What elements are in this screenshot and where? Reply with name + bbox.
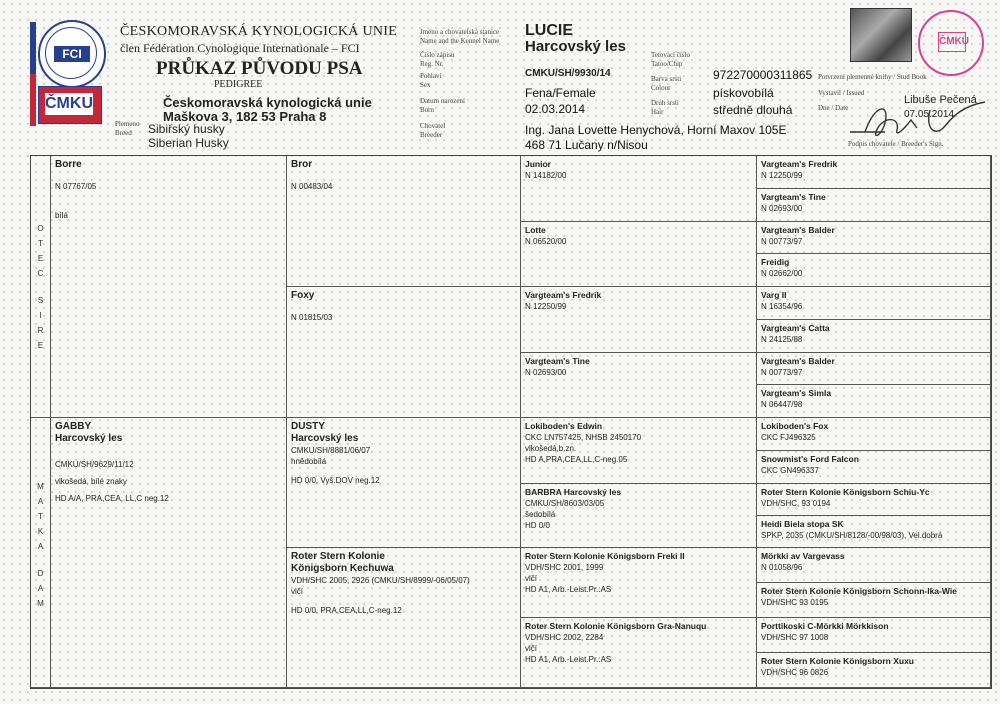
dam-sire-cell: DUSTY Harcovský les CMKU/SH/8881/06/07 hnědobílá HD 0/0, Vyš.DOV neg.12: [287, 418, 521, 548]
issue-date: 07.05.2014: [904, 109, 955, 120]
studbook-label: Potvrzení plemenné knihy / Stud Book: [818, 73, 927, 81]
gen4-cell: Varg II N 16354/96: [757, 287, 991, 320]
gen3-cell: Junior N 14182/00: [521, 156, 757, 222]
cmku-logo-text: ČMKU: [45, 93, 93, 115]
gen4-cell: Vargteam's Simla N 06447/98: [757, 385, 991, 418]
hologram-sticker: [850, 8, 912, 62]
gen3-cell: Lokiboden's Edwin CKC LN757425, NHSB 2450170 vlkošedá,b.zn. HD A,PRA,CEA,LL,C-neg.05: [521, 418, 757, 484]
fci-logo-text: FCI: [54, 46, 90, 62]
gen3-cell: Vargteam's Fredrik N 12250/99: [521, 287, 757, 353]
dam-side-label: M A T K A D A M: [31, 418, 51, 688]
gen4-cell: Vargteam's Catta N 24125/88: [757, 320, 991, 353]
breeder-label: Chovatel Breeder: [420, 122, 446, 139]
pedigree-table: [30, 155, 992, 689]
gen4-cell: Vargteam's Fredrik N 12250/99: [757, 156, 991, 189]
dam-dam-cell: Roter Stern Kolonie Königsborn Kechuwa VDH/SHC 2005, 2926 (CMKU/SH/8999/-06/05/07) vlčí HD 0/0, PRA,CEA,LL,C-neg.12: [287, 548, 521, 688]
dog-breeder-line-1: Ing. Jana Lovette Henychová, Horní Maxov 105E: [525, 123, 787, 137]
org-subtitle: člen Fédération Cynologique Internationale – FCI: [120, 41, 360, 55]
dog-breeder-line-2: 468 71 Lučany n/Nisou: [525, 138, 648, 152]
gen4-cell: Vargteam's Balder N 00773/97: [757, 353, 991, 385]
gen4-cell: Freidig N 02662/00: [757, 254, 991, 287]
breeder-sign-label: Podpis chovatele / Breeder's Sign.: [848, 140, 944, 148]
address-line-2: Maškova 3, 182 53 Praha 8: [163, 109, 327, 124]
reg-label: Číslo zápisu Reg. Nr.: [420, 51, 455, 68]
gen4-cell: Vargteam's Tine N 02693/00: [757, 189, 991, 222]
sire-side-label: O T E C S I R E: [31, 156, 51, 418]
gen4-cell: Lokiboden's Fox CKC FJ496325: [757, 418, 991, 451]
gen3-cell: Vargteam's Tine N 02693/00: [521, 353, 757, 418]
dog-chip: 972270000311865: [713, 68, 813, 82]
org-name: ČESKOMORAVSKÁ KYNOLOGICKÁ UNIE: [120, 24, 398, 39]
hair-label: Druh srsti Hair: [651, 99, 679, 116]
gen3-cell: BARBRA Harcovský les CMKU/SH/8603/03/05 šedobílá HD 0/0: [521, 484, 757, 548]
gen4-cell: Mörkki av Vargevass N 01058/96: [757, 548, 991, 583]
gen4-cell: Roter Stern Kolonie Königsborn Schiu-Yc VDH/SHC, 93 0194: [757, 484, 991, 516]
gen4-cell: Snowmist's Ford Falcon CKC GN496337: [757, 451, 991, 484]
gen4-cell: Heidi Biela stopa SK SPKP, 2035 (CMKU/SH/8128/-00/98/03), Vel.dobrá: [757, 516, 991, 548]
sire-dam-cell: Foxy N 01815/03: [287, 287, 521, 418]
breed-english: Siberian Husky: [148, 136, 229, 150]
gen4-cell: Roter Stern Kolonie Königsborn Schonn-Ika-Wie VDH/SHC 93 0195: [757, 583, 991, 618]
chip-label: Tetovací číslo Tatoo/Chip: [651, 51, 690, 68]
sex-label: Pohlaví Sex: [420, 72, 442, 89]
issued-label: Vystavil / Issued: [818, 89, 865, 97]
gen4-cell: Vargteam's Balder N 00773/97: [757, 222, 991, 254]
sire-cell: Borre N 07767/05 bílá: [51, 156, 287, 418]
born-label: Datum narození Born: [420, 97, 465, 114]
fci-logo: [38, 20, 106, 88]
dog-colour: pískovobílá: [713, 86, 774, 100]
gen3-cell: Lotte N 06520/00: [521, 222, 757, 287]
dog-born: 02.03.2014: [525, 102, 586, 116]
document-subtitle: PEDIGREE: [214, 79, 263, 90]
dog-hair: středně dlouhá: [713, 103, 793, 117]
breed-label: Plemeno Breed: [115, 120, 140, 137]
gen3-cell: Roter Stern Kolonie Königsborn Gra-Nanuqu VDH/SHC 2002, 2284 vlčí HD A1, Arb.-Leist.Pr.:AS: [521, 618, 757, 688]
dog-kennel: Harcovský les: [525, 38, 626, 55]
signature-scribble: [845, 98, 995, 146]
document-title: PRŮKAZ PŮVODU PSA: [156, 58, 363, 79]
dog-reg: CMKU/SH/9930/14: [525, 68, 611, 79]
dam-cell: GABBY Harcovský les CMKU/SH/9629/11/12 vlkošedá, bílé znaky HD A/A, PRA,CEA, LL,C neg.12: [51, 418, 287, 688]
sire-sire-cell: Bror N 00483/04: [287, 156, 521, 287]
studbook-stamp: ČMKU: [918, 10, 984, 76]
gen4-cell: Porttikoski C-Mörkki Mörkkison VDH/SHC 97 1008: [757, 618, 991, 653]
colour-label: Barva srsti Colour: [651, 75, 682, 92]
gen4-cell: Roter Stern Kolonie Königsborn Xuxu VDH/SHC 96 0826: [757, 653, 991, 688]
breed-czech: Sibiřský husky: [148, 122, 225, 136]
dog-sex: Fena/Female: [525, 86, 596, 100]
issued-by: Libuše Pečená: [904, 94, 977, 106]
name-label: Jméno a chovatelská stanice Name and the Kennel Name: [420, 28, 500, 45]
address-line-1: Českomoravská kynologická unie: [163, 95, 372, 110]
gen3-cell: Roter Stern Kolonie Königsborn Freki II VDH/SHC 2001, 1999 vlčí HD A1, Arb.-Leist.Pr.:AS: [521, 548, 757, 618]
cmku-logo: [38, 86, 102, 124]
date-label: Dne / Date: [818, 104, 849, 112]
dog-name: LUCIE: [525, 22, 573, 39]
logo-stripe: [30, 22, 36, 126]
